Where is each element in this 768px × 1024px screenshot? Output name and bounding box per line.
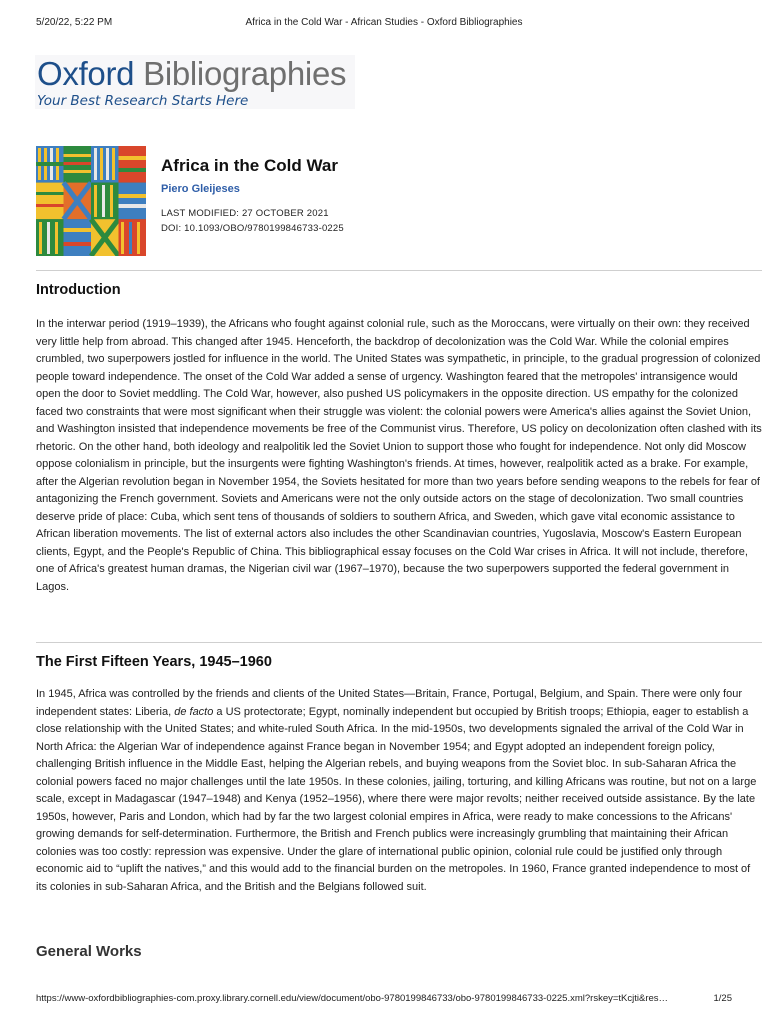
author-link[interactable]: Piero Gleijeses xyxy=(161,183,240,195)
print-header xyxy=(36,17,732,31)
article-header xyxy=(161,156,344,234)
last-modified: LAST MODIFIED: 27 OCTOBER 2021 xyxy=(161,208,329,219)
logo-brand-oxford: Oxford xyxy=(37,55,135,92)
kente-cover-image xyxy=(36,146,146,256)
print-page-number: 1/25 xyxy=(713,993,732,1004)
logo-wordmark xyxy=(37,55,346,93)
divider xyxy=(36,270,762,271)
kente-pattern-icon xyxy=(36,146,146,256)
logo-tagline: Your Best Research Starts Here xyxy=(37,93,249,109)
first-fifteen-years-paragraph xyxy=(36,686,762,896)
divider xyxy=(36,642,762,643)
print-doc-title: Africa in the Cold War - African Studies - Oxford Bibliographies xyxy=(245,17,523,28)
section-heading-introduction: Introduction xyxy=(36,282,121,298)
oxford-bibliographies-logo[interactable] xyxy=(35,55,355,109)
logo-brand-bibliographies: Bibliographies xyxy=(134,55,347,92)
paragraph-text: In 1945, Africa was controlled by the friends and clients of the United States—Britain, France, Portugal, Belgium, and Spain. There were only four independent states: Liberia, xyxy=(36,688,743,718)
print-footer xyxy=(36,993,732,1007)
print-url: https://www-oxfordbibliographies-com.proxy.library.cornell.edu/view/document/obo-9780199846733/obo-9780199846733-0225.xml?rskey=tKcjti&res… xyxy=(36,993,669,1004)
article-title: Africa in the Cold War xyxy=(161,156,338,175)
subheading-general-works: General Works xyxy=(36,943,142,960)
introduction-paragraph: In the interwar period (1919–1939), the Africans who fought against colonial rule, such as the Moroccans, were virtually on their own: they received very little help from abroad. This changed after 1945. Henceforth, the backdrop of decolonization was the Cold War. While the colonial empires crumbled, two superpowers jostled for influence in the world. The United States was sympathetic, in principle, to the gradual progression of colonized people toward independence. The onset of the Cold War added a sense of urgency. Washington feared that the metropoles' intransigence would open the door to Soviet meddling. The Cold War, however, also pushed US policymakers in the opposite direction. US empathy for the colonized faced two constraints that were most significant when their struggle was violent: the colonial powers were America's allies against the Soviet Union, and Washington insisted that independence movements be free of the Communist virus. Therefore, US policy on decolonization often clashed with its rhetoric. On the other hand, both ideology and realpolitik led the Soviet Union to support those who fought for independence. Not only did Moscow oppose colonialism in principle, but the insurgents were fighting Washington's friends. At times, however, realpolitik acted as a brake. For example, after the Algerian revolution began in November 1954, the Soviets hesitated for more than two years before sending weapons to the rebels for fear of antagonizing the French government. Soviets and Americans were not the only outside actors on the stage of decolonization. Two small countries deserve pride of place: Cuba, which sent tens of thousands of soldiers to southern Africa, and Sweden, which gave vital economic assistance to African liberation movements. The list of external actors also includes the other Scandinavian countries, Yugoslavia, Moscow's Eastern European clients, Egypt, and the People's Republic of China. This bibliographical essay focuses on the Cold War crises in Africa. It will not include, therefore, one of Africa's greatest human dramas, the Nigerian civil war (1967–1970), because the two superpowers supported the federal government in Lagos. xyxy=(36,318,762,593)
paragraph-emphasis: de facto xyxy=(174,705,214,718)
section-heading-first-fifteen-years: The First Fifteen Years, 1945–1960 xyxy=(36,654,272,670)
paragraph-text: a US protectorate; Egypt, nominally independent but occupied by British troops; Ethiopia, eager to establish a close relationship with the United States; and white-ruled South Africa. In the mid-1950s, two developments signaled the arrival of the Cold War in North Africa: the Algerian War of independence against France began in November 1954; and Egypt adopted an independent foreign policy, challenging British influence in the Middle East, helping the Algerian rebels, and buying weapons from the Soviet bloc. In sub-Saharan Africa the colonial powers faced no major challenges until the late 1950s. In these colonies, jailing, torturing, and killing Africans was routine, but not on a large scale, except in Madagascar (1947–1948) and Kenya (1952–1956), where there were major revolts; neither received outside assistance. By the late 1950s, however, Paris and London, which had by far the two largest colonial empires in Africa, were ready to make concessions to the Africans' growing demands for self-determination. Furthermore, the British and French publics were increasingly grumbling that maintaining their African colonies was too costly: repression was expensive. Under the glare of international public opinion, colonial rule could be justified only through economic aid to “uplift the natives,” and this would add to the financial burden on the metropoles. In 1960, France granted independence to most of its colonies in sub-Saharan Africa, and the British and the Belgians followed suit. xyxy=(36,705,757,893)
print-datetime: 5/20/22, 5:22 PM xyxy=(36,17,113,28)
doi: DOI: 10.1093/OBO/9780199846733-0225 xyxy=(161,223,344,234)
